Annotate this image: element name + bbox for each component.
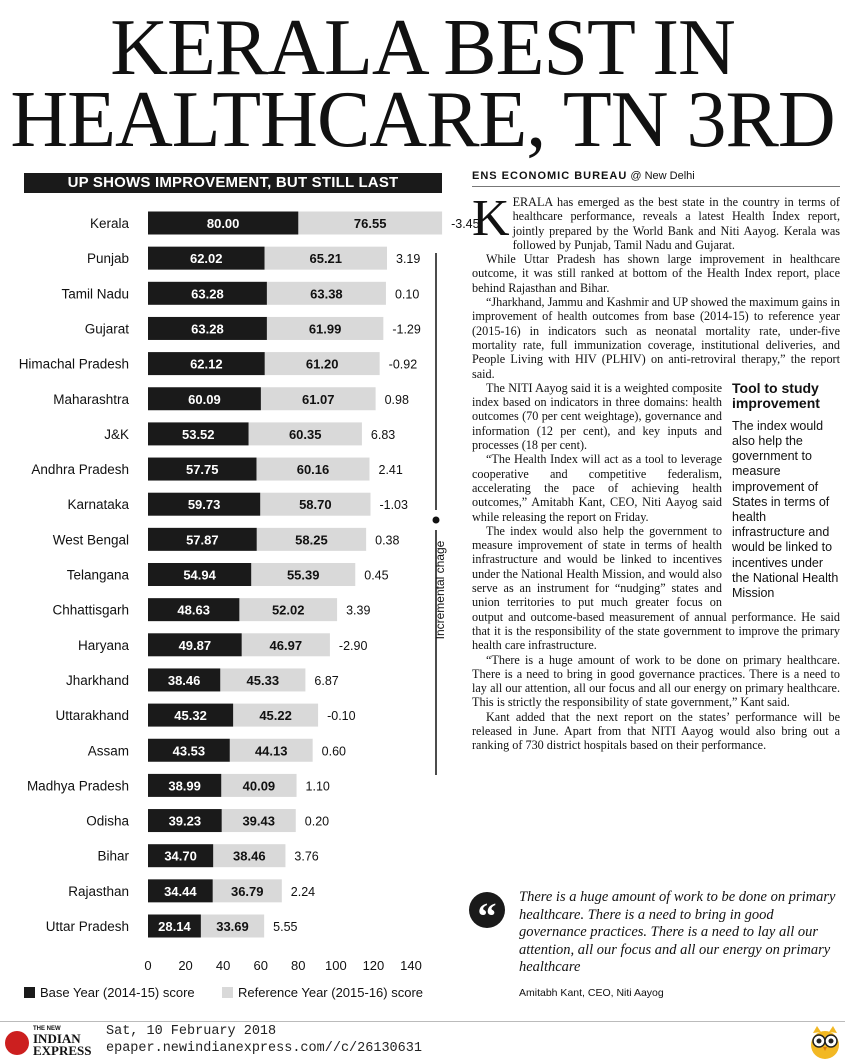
logo-small-text: THE NEW	[33, 1026, 61, 1032]
change-label: 0.20	[304, 814, 330, 829]
sidebox-text: The index would also help the government to measure improvement of States in terms of health infrastructure and would be linked to incentives under the National Health Mission	[732, 418, 839, 601]
value-label-reference: 58.70	[299, 497, 332, 513]
category-label: Rajasthan	[68, 883, 129, 899]
change-label: -1.03	[379, 498, 408, 513]
byline	[472, 170, 695, 182]
value-label-base: 60.09	[188, 391, 221, 407]
change-label: -1.29	[392, 322, 421, 337]
value-label-reference: 33.69	[216, 919, 249, 934]
change-label: 0.98	[384, 392, 409, 407]
value-label-base: 63.28	[191, 286, 224, 302]
value-label-reference: 61.99	[308, 321, 342, 337]
category-label: West Bengal	[52, 532, 129, 548]
legend-reference-swatch	[222, 987, 233, 998]
x-tick-label: 120	[362, 958, 385, 973]
dropcap: K	[472, 190, 510, 247]
paragraph-5: “The Health Index will act as a tool to leverage cooperative and competitive federalism, accelerating the pace of achieving health outcomes,” Amitabh Kant, CEO, Niti Aayog said while releasing the report on Friday.	[472, 452, 722, 524]
change-label: 0.10	[394, 287, 420, 302]
quote-icon: “	[469, 892, 505, 928]
legend-reference	[222, 985, 423, 1000]
footer-url[interactable]: epaper.newindianexpress.com//c/26130631	[106, 1041, 422, 1056]
category-label: Punjab	[86, 251, 129, 267]
legend-reference-label: Reference Year (2015-16) score	[238, 985, 424, 1000]
category-label: J&K	[104, 426, 129, 442]
category-label: Uttar Pradesh	[45, 919, 129, 934]
change-label: 2.41	[378, 463, 403, 478]
value-label-reference: 55.39	[286, 567, 320, 583]
footer-info	[106, 1023, 422, 1057]
paragraph-6: The index would also help the government to measure improvement of state in terms of health infrastructure and would be linked to incentives under the National Health Mission, and would also serve as an instrument for “nudging” states and union territories to put much greater focus on output and outcome-based measurement of annual performance. He said that it is the responsibility of the state government to improve the primary health care infrastructure.	[472, 523, 840, 653]
paragraph-1: KERALA has emerged as the best state in the country in terms of healthcare performance, reveals a latest Health Index report, jointly prepared by the World Bank and Niti Aayog. Kerala was followed by Punjab, Tamil Nadu and Gujarat.	[472, 190, 840, 252]
change-label: 0.60	[321, 744, 347, 759]
change-label: 3.19	[396, 252, 421, 267]
change-label: 3.39	[346, 603, 371, 618]
category-label: Assam	[87, 743, 129, 759]
change-label: 2.24	[290, 884, 316, 899]
value-label-base: 62.12	[190, 356, 223, 372]
value-label-reference: 58.25	[295, 532, 328, 548]
value-label-reference: 36.79	[230, 883, 264, 899]
value-label-base: 39.23	[168, 813, 202, 829]
value-label-base: 57.87	[186, 532, 219, 548]
x-tick-label: 20	[178, 958, 193, 973]
value-label-base: 28.14	[158, 919, 191, 934]
change-label: 1.10	[305, 779, 330, 794]
category-label: Jharkhand	[65, 672, 129, 688]
x-tick-label: 40	[215, 958, 231, 973]
newspaper-logo-icon	[5, 1031, 29, 1055]
value-label-reference: 60.35	[288, 426, 322, 442]
paragraph-4: The NITI Aayog said it is a weighted composite index based on indicators in three domains: health outcomes (70 per cent weightage), governance and information (12 per cent), and key inputs and processes (18 per cent).	[472, 380, 722, 453]
category-label: Uttarakhand	[55, 708, 129, 724]
value-label-reference: 45.22	[259, 708, 292, 724]
value-label-reference: 46.97	[269, 637, 303, 653]
category-label: Karnataka	[67, 497, 129, 513]
x-tick-label: 60	[253, 958, 268, 973]
chart-title: UP SHOWS IMPROVEMENT, BUT STILL LAST	[24, 173, 442, 193]
value-label-base: 57.75	[185, 462, 219, 478]
value-label-base: 38.99	[168, 778, 201, 794]
footer-rule	[0, 1021, 845, 1022]
change-axis-label: Incremental chage	[433, 540, 447, 640]
category-label: Madhya Pradesh	[26, 778, 129, 794]
category-label: Kerala	[89, 216, 129, 231]
change-label: 5.55	[273, 920, 298, 934]
category-label: Himachal Pradesh	[18, 356, 129, 372]
owl-icon[interactable]	[808, 1024, 842, 1060]
sidebox	[732, 381, 840, 601]
value-label-base: 34.70	[164, 848, 197, 864]
value-label-reference: 61.07	[301, 391, 335, 407]
value-label-reference: 63.38	[310, 286, 343, 302]
legend-base-swatch	[24, 987, 35, 998]
change-label: 0.45	[364, 568, 389, 583]
change-axis-dot	[433, 517, 440, 524]
category-label: Tamil Nadu	[61, 286, 129, 302]
value-label-base: 43.53	[172, 743, 206, 759]
value-label-base: 80.00	[206, 216, 240, 231]
change-label: -0.10	[327, 709, 356, 724]
category-label: Bihar	[97, 848, 129, 864]
value-label-reference: 40.09	[242, 778, 276, 794]
value-label-reference: 44.13	[254, 743, 288, 759]
value-label-base: 54.94	[183, 567, 216, 583]
legend-base	[24, 985, 195, 1000]
x-tick-label: 100	[325, 958, 347, 973]
change-label: 6.83	[370, 427, 396, 442]
legend-base-label: Base Year (2014-15) score	[40, 985, 195, 1000]
value-label-reference: 45.33	[246, 672, 280, 688]
value-label-base: 34.44	[164, 883, 197, 899]
category-label: Telangana	[66, 567, 129, 583]
value-label-base: 45.32	[174, 708, 207, 724]
headline-line-2: HEALTHCARE, TN 3RD	[10, 76, 835, 164]
x-tick-label: 140	[400, 958, 422, 973]
change-label: 0.38	[375, 533, 400, 548]
x-tick-label: 0	[144, 958, 152, 973]
paragraph-3: “Jharkhand, Jammu and Kashmir and UP showed the maximum gains in improvement of health outcomes from base (2014-15) to reference year (2015-16) in indicators such as neonatal mortality rate, under-five mortality rate, full immunization coverage, institutional deliveries, and People Living with HIV (PLHIV) on anti-retroviral therapy,” the report said.	[472, 295, 840, 381]
change-label: -2.90	[338, 638, 368, 653]
byline-place: @ New Delhi	[630, 170, 695, 182]
value-label-reference: 61.20	[305, 356, 339, 372]
change-label: 3.76	[294, 849, 319, 864]
value-label-reference: 52.02	[271, 602, 305, 618]
value-label-base: 48.63	[177, 602, 210, 618]
article-body	[472, 190, 840, 753]
x-tick-label: 80	[291, 958, 306, 973]
value-label-reference: 39.43	[242, 813, 276, 829]
value-label-reference: 38.46	[233, 848, 266, 864]
value-label-base: 53.52	[181, 426, 215, 442]
category-label: Maharashtra	[53, 391, 129, 407]
category-label: Odisha	[86, 813, 129, 829]
value-label-base: 62.02	[189, 251, 223, 267]
paragraph-2: While Uttar Pradesh has shown large improvement in healthcare outcome, it was still ranked at bottom of the Health Index report, place behind Rajasthan and Bihar.	[472, 252, 840, 295]
pullquote-text: There is a huge amount of work to be done on primary healthcare. There is a need to bring in good governance practices. There is a need to lay all our attention, all our focus and all our energy on primary healthcare	[519, 889, 836, 976]
headline-line-1: KERALA BEST IN	[110, 4, 735, 92]
category-label: Chhattisgarh	[52, 602, 129, 618]
value-label-base: 59.73	[187, 497, 221, 513]
category-label: Haryana	[77, 637, 129, 653]
value-label-base: 63.28	[191, 321, 224, 337]
change-label: -3.45	[451, 217, 480, 231]
value-label-base: 38.46	[167, 672, 201, 688]
change-label: 6.87	[314, 673, 339, 688]
health-index-chart	[0, 195, 480, 985]
value-label-reference: 65.21	[309, 251, 343, 267]
byline-rule	[472, 186, 840, 187]
category-label: Gujarat	[84, 321, 129, 337]
change-label: -0.92	[388, 357, 418, 372]
logo-main-text: INDIAN EXPRESS	[33, 1031, 92, 1058]
value-label-reference: 60.16	[296, 462, 330, 478]
footer-date: Sat, 10 February 2018	[106, 1024, 277, 1039]
sidebox-heading: Tool to study improvement	[732, 379, 820, 411]
value-label-base: 49.87	[178, 637, 212, 653]
category-label: Andhra Pradesh	[31, 462, 129, 478]
pullquote-attribution: Amitabh Kant, CEO, Niti Aayog	[519, 987, 664, 999]
byline-org: ENS ECONOMIC BUREAU	[472, 170, 628, 182]
paragraph-8: Kant added that the next report on the states’ performance will be released in June. Apart from that NITI Aayog would also bring out a ranking of 730 district hospitals based on their performance.	[472, 709, 840, 753]
paragraph-7: “There is a huge amount of work to be done on primary healthcare. There is a need to bring in good governance practices. There is a need to lay all our attention, all our focus and all our energy on primary healthcare. This is strictly the responsibility of state government,” Kant said.	[472, 652, 840, 710]
value-label-reference: 76.55	[353, 216, 387, 231]
